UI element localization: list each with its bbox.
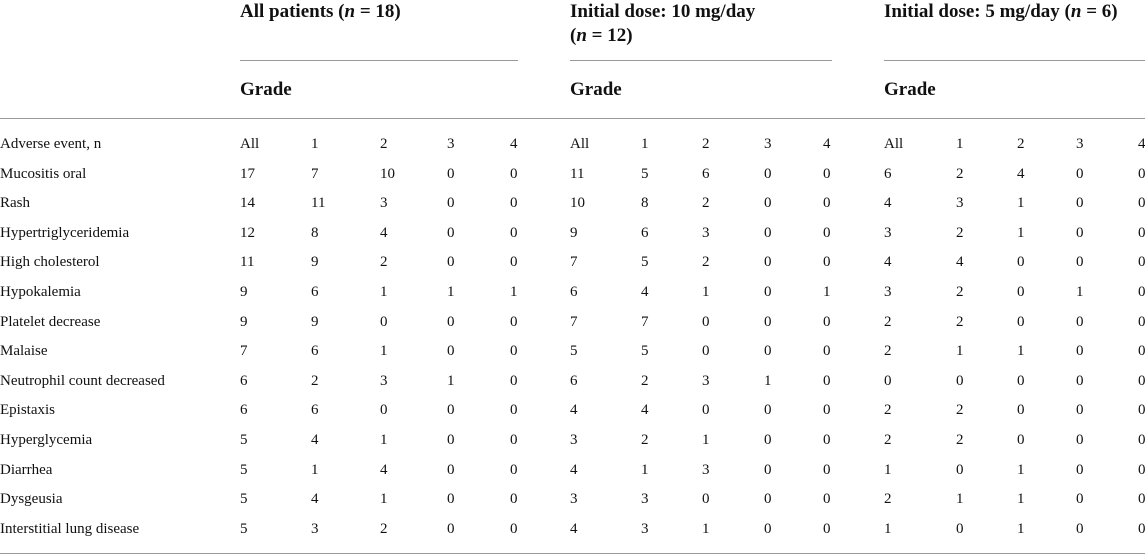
group-title: Initial dose: 10 mg/day [570, 1, 756, 22]
table-row [0, 195, 1145, 225]
n-label: n [344, 1, 356, 22]
table-cell: 2 [702, 195, 710, 212]
table-cell: 6 [570, 372, 578, 389]
table-cell: 0 [1076, 195, 1084, 212]
table-row [0, 402, 1145, 432]
table-cell: 5 [240, 461, 248, 478]
table-cell: 4 [311, 432, 319, 448]
table-cell: 0 [510, 195, 518, 212]
table-cell: 6 [884, 165, 892, 182]
table-row [0, 521, 1145, 551]
n-label: n [576, 25, 587, 46]
table-cell: 0 [510, 491, 518, 508]
table-cell: 0 [764, 165, 772, 182]
table-cell: 7 [570, 313, 578, 330]
table-cell: 3 [570, 491, 578, 508]
table-cell: 0 [510, 165, 518, 182]
table-cell: 6 [570, 284, 578, 300]
table-cell: 0 [764, 195, 772, 212]
table-cell: 2 [311, 372, 319, 389]
table-cell: 0 [1076, 165, 1084, 182]
table-row [0, 432, 1145, 462]
table-cell: 2 [956, 284, 964, 300]
table-cell: 1 [764, 372, 772, 389]
group-title-count: = 6) [1081, 1, 1118, 22]
table-cell: 0 [823, 165, 831, 182]
table-cell: 3 [380, 195, 388, 212]
table-cell: 0 [823, 372, 831, 389]
table-cell: 0 [823, 491, 831, 508]
table-cell: 3 [641, 491, 649, 508]
row-label: Dysgeusia [0, 491, 63, 508]
table-cell: 1 [702, 520, 710, 537]
table-cell: 3 [884, 284, 892, 300]
table-cell: 7 [240, 343, 248, 360]
table-cell: 3 [570, 432, 578, 448]
row-label: Platelet decrease [0, 313, 101, 330]
column-header: 2 [1017, 136, 1025, 152]
column-header: All [570, 136, 590, 152]
table-cell: 1 [380, 284, 388, 300]
column-header: 4 [823, 136, 831, 152]
table-cell: 4 [884, 195, 892, 212]
table-cell: 2 [641, 372, 649, 389]
table-cell: 0 [1138, 461, 1145, 478]
table-cell: 0 [956, 461, 964, 478]
table-cell: 0 [1017, 402, 1025, 419]
table-cell: 5 [641, 343, 649, 360]
table-cell: 0 [956, 520, 964, 537]
table-cell: 3 [884, 224, 892, 241]
table-cell: 0 [510, 432, 518, 448]
table-cell: 0 [510, 254, 518, 271]
table-cell: 1 [1017, 224, 1025, 241]
table-cell: 11 [311, 195, 326, 212]
column-header: 1 [641, 136, 649, 152]
table-cell: 9 [311, 254, 319, 271]
row-label: Malaise [0, 343, 48, 360]
table-cell: 0 [956, 372, 964, 389]
row-label: Hypokalemia [0, 284, 81, 300]
column-header: All [884, 136, 904, 152]
table-cell: 0 [510, 224, 518, 241]
row-label: Rash [0, 195, 30, 212]
table-cell: 0 [1138, 254, 1145, 271]
table-cell: 7 [311, 165, 319, 182]
table-cell: 0 [447, 432, 455, 448]
table-cell: 7 [570, 254, 578, 271]
table-row [0, 491, 1145, 521]
table-cell: 0 [510, 343, 518, 360]
table-cell: 0 [1017, 313, 1025, 330]
table-cell: 0 [1017, 372, 1025, 389]
table-cell: 1 [702, 432, 710, 448]
table-cell: 11 [570, 165, 585, 182]
table-row [0, 284, 1145, 314]
table-cell: 1 [641, 461, 649, 478]
group-title: Initial dose: 5 mg/day ( [884, 1, 1071, 22]
table-cell: 0 [823, 224, 831, 241]
table-cell: 2 [956, 432, 964, 448]
table-cell: 1 [702, 284, 710, 300]
table-cell: 1 [823, 284, 831, 300]
table-cell: 2 [641, 432, 649, 448]
table-cell: 0 [1017, 284, 1025, 300]
table-cell: 1 [1017, 491, 1025, 508]
table-cell: 4 [641, 402, 649, 419]
row-label: High cholesterol [0, 254, 100, 271]
table-cell: 0 [380, 313, 388, 330]
header-rule [0, 118, 1145, 119]
n-label: n [1070, 1, 1082, 22]
table-cell: 1 [380, 343, 388, 360]
table-cell: 0 [764, 491, 772, 508]
table-row [0, 373, 1145, 403]
table-cell: 4 [570, 461, 578, 478]
table-cell: 2 [380, 520, 388, 537]
table-cell: 0 [884, 372, 892, 389]
table-cell: 0 [764, 254, 772, 271]
table-cell: 5 [240, 432, 248, 448]
table-cell: 0 [1138, 343, 1145, 360]
table-cell: 0 [510, 313, 518, 330]
table-cell: 4 [311, 491, 319, 508]
row-label: Diarrhea [0, 461, 53, 478]
table-cell: 0 [1076, 432, 1084, 448]
table-cell: 6 [311, 284, 319, 300]
table-cell: 17 [240, 165, 255, 182]
table-cell: 4 [1017, 165, 1025, 182]
table-cell: 8 [311, 224, 319, 241]
table-cell: 0 [1138, 284, 1145, 300]
table-cell: 0 [702, 313, 710, 330]
table-cell: 6 [311, 402, 319, 419]
table-cell: 5 [240, 520, 248, 537]
table-cell: 0 [510, 520, 518, 537]
table-cell: 0 [510, 461, 518, 478]
table-cell: 11 [240, 254, 255, 271]
table-cell: 5 [641, 254, 649, 271]
column-header: 4 [1138, 136, 1145, 152]
table-cell: 0 [764, 224, 772, 241]
table-cell: 0 [764, 461, 772, 478]
table-cell: 4 [641, 284, 649, 300]
grade-label: Grade [570, 79, 622, 100]
group-rule [570, 60, 832, 61]
table-cell: 9 [311, 313, 319, 330]
table-cell: 0 [1076, 343, 1084, 360]
table-cell: 0 [1138, 313, 1145, 330]
table-cell: 0 [764, 402, 772, 419]
group-title-count: = 12) [586, 25, 633, 46]
table-cell: 2 [380, 254, 388, 271]
table-cell: 3 [702, 372, 710, 389]
table-cell: 8 [641, 195, 649, 212]
table-cell: 9 [570, 224, 578, 241]
table-cell: 0 [1076, 372, 1084, 389]
group-title-count: = 18) [355, 1, 401, 22]
column-header: 4 [510, 136, 518, 152]
table-cell: 1 [447, 372, 455, 389]
table-cell: 0 [823, 520, 831, 537]
column-header: 1 [956, 136, 964, 152]
table-cell: 0 [1138, 402, 1145, 419]
table-cell: 0 [1138, 195, 1145, 212]
table-cell: 0 [447, 520, 455, 537]
table-cell: 4 [380, 224, 388, 241]
table-row [0, 254, 1145, 284]
table-cell: 2 [956, 402, 964, 419]
table-row [0, 166, 1145, 196]
table-cell: 0 [1076, 520, 1084, 537]
table-cell: 0 [447, 224, 455, 241]
table-cell: 6 [702, 165, 710, 182]
table-cell: 2 [884, 343, 892, 360]
table-cell: 1 [956, 343, 964, 360]
table-cell: 0 [764, 432, 772, 448]
table-cell: 0 [1017, 254, 1025, 271]
group-rule [884, 60, 1145, 61]
table-cell: 0 [1076, 461, 1084, 478]
table-cell: 12 [240, 224, 255, 241]
column-header: All [240, 136, 260, 152]
table-cell: 5 [570, 343, 578, 360]
table-cell: 0 [447, 313, 455, 330]
table-cell: 5 [240, 491, 248, 508]
table-row [0, 343, 1145, 373]
table-cell: 0 [823, 432, 831, 448]
table-cell: 0 [702, 491, 710, 508]
table-cell: 0 [764, 520, 772, 537]
table-cell: 2 [956, 224, 964, 241]
table-header-row [0, 136, 1145, 166]
table-cell: 4 [956, 254, 964, 271]
table-cell: 0 [447, 165, 455, 182]
table-cell: 0 [447, 254, 455, 271]
table-cell: 1 [311, 461, 319, 478]
table-cell: 2 [956, 313, 964, 330]
table-cell: 0 [823, 343, 831, 360]
table-cell: 10 [380, 165, 395, 182]
table-cell: 1 [1017, 195, 1025, 212]
group-header-10mg [570, 0, 755, 48]
table-cell: 9 [240, 284, 248, 300]
row-label: Hyperglycemia [0, 432, 93, 448]
table-cell: 0 [823, 195, 831, 212]
table-cell: 6 [240, 372, 248, 389]
table-cell: 0 [1138, 224, 1145, 241]
table-cell: 0 [1076, 313, 1084, 330]
table-cell: 0 [823, 461, 831, 478]
group-header-all-patients [240, 0, 401, 24]
row-label: Hypertriglyceridemia [0, 224, 130, 241]
table-cell: 6 [641, 224, 649, 241]
column-header: 2 [380, 136, 388, 152]
table-cell: 0 [764, 284, 772, 300]
table-cell: 0 [823, 313, 831, 330]
table-cell: 0 [764, 343, 772, 360]
table-cell: 2 [956, 165, 964, 182]
table-cell: 0 [702, 402, 710, 419]
table-row [0, 314, 1145, 344]
table-cell: 2 [884, 313, 892, 330]
table-cell: 3 [311, 520, 319, 537]
bottom-rule [0, 553, 1145, 554]
grade-label: Grade [240, 79, 292, 100]
table-cell: 1 [1017, 461, 1025, 478]
group-rule [240, 60, 518, 61]
table-cell: 2 [702, 254, 710, 271]
table-cell: 3 [956, 195, 964, 212]
table-cell: 2 [884, 402, 892, 419]
column-header: 1 [311, 136, 319, 152]
table-cell: 1 [884, 461, 892, 478]
table-cell: 3 [702, 461, 710, 478]
table-cell: 0 [1017, 432, 1025, 448]
table-cell: 0 [510, 402, 518, 419]
table-cell: 2 [884, 491, 892, 508]
table-cell: 0 [1076, 254, 1084, 271]
table-cell: 4 [570, 520, 578, 537]
table-cell: 1 [1017, 343, 1025, 360]
column-header: 2 [702, 136, 710, 152]
table-row [0, 225, 1145, 255]
table-cell: 0 [1076, 491, 1084, 508]
row-label: Neutrophil count decreased [0, 372, 165, 389]
table-cell: 4 [380, 461, 388, 478]
table-cell: 0 [823, 402, 831, 419]
table-cell: 6 [240, 402, 248, 419]
table-cell: 1 [884, 520, 892, 537]
table-cell: 0 [1138, 491, 1145, 508]
table-cell: 0 [447, 461, 455, 478]
table-cell: 1 [380, 432, 388, 448]
row-label: Epistaxis [0, 402, 55, 419]
table-cell: 0 [1138, 165, 1145, 182]
table-cell: 0 [1138, 520, 1145, 537]
row-label: Interstitial lung disease [0, 520, 140, 537]
table-cell: 3 [702, 224, 710, 241]
table-cell: 0 [702, 343, 710, 360]
table-cell: 1 [510, 284, 518, 300]
table-cell: 1 [956, 491, 964, 508]
table-cell: 0 [1076, 402, 1084, 419]
table-cell: 4 [570, 402, 578, 419]
table-cell: 0 [510, 372, 518, 389]
table-cell: 0 [447, 195, 455, 212]
table-cell: 0 [447, 491, 455, 508]
table-cell: 4 [884, 254, 892, 271]
table-cell: 9 [240, 313, 248, 330]
table-cell: 0 [764, 313, 772, 330]
group-title: All patients ( [240, 1, 345, 22]
column-header: 3 [764, 136, 772, 152]
table-cell: 0 [380, 402, 388, 419]
table-cell: 1 [380, 491, 388, 508]
row-label: Mucositis oral [0, 165, 87, 182]
table-cell: 3 [380, 372, 388, 389]
table-cell: 6 [311, 343, 319, 360]
table-cell: 1 [1017, 520, 1025, 537]
table-cell: 1 [447, 284, 455, 300]
table-cell: 10 [570, 195, 585, 212]
table-cell: 0 [447, 402, 455, 419]
table-cell: 1 [1076, 284, 1084, 300]
table-cell: 3 [641, 520, 649, 537]
group-header-5mg [884, 0, 1118, 24]
table-cell: 0 [823, 254, 831, 271]
table-cell: 0 [1138, 372, 1145, 389]
table-cell: 0 [1138, 432, 1145, 448]
table-cell: 0 [1076, 224, 1084, 241]
table-cell: 7 [641, 313, 649, 330]
table-cell: 0 [447, 343, 455, 360]
table-cell: 5 [641, 165, 649, 182]
column-header: 3 [447, 136, 455, 152]
table-cell: 2 [884, 432, 892, 448]
group-title-paren: ( [570, 25, 577, 46]
grade-label: Grade [884, 79, 936, 100]
column-header-label: Adverse event, n [0, 136, 102, 152]
table-row [0, 462, 1145, 492]
table-cell: 14 [240, 195, 255, 212]
column-header: 3 [1076, 136, 1084, 152]
